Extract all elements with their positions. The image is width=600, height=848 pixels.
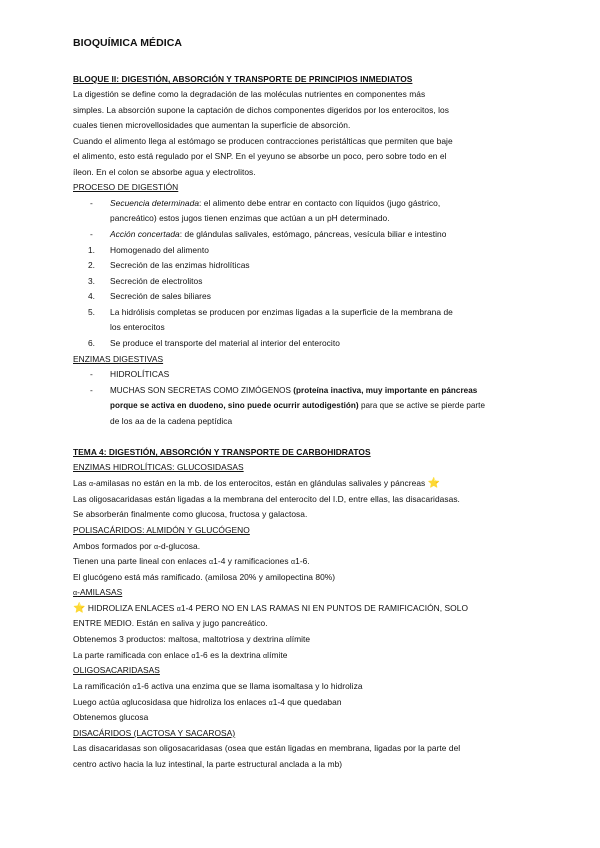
text-run: Tienen una parte lineal con enlaces <box>73 556 210 566</box>
list-item: Se produce el transporte del material al interior del enterocito <box>110 338 340 348</box>
bullet-item <box>110 198 440 209</box>
paragraph-line: Obtenemos glucosa <box>73 712 149 722</box>
text-run: Las <box>73 478 90 488</box>
section-heading: ENZIMAS HIDROLÍTICAS: GLUCOSIDASAS <box>73 462 244 472</box>
bullet-dash: - <box>90 385 93 395</box>
list-number: 6. <box>88 338 95 348</box>
bullet-item <box>110 229 446 240</box>
bullet-text: MUCHAS SON SECRETAS COMO ZIMÓGENOS <box>110 386 291 395</box>
text-run: Luego actúa <box>73 697 123 707</box>
paragraph-line <box>73 681 363 693</box>
alpha-glyph: α <box>209 559 214 566</box>
list-number: 3. <box>88 276 95 286</box>
list-item: Homogenado del alimento <box>110 245 209 255</box>
text-run: 1-6 es la dextrina <box>195 650 264 660</box>
paragraph-line: Las disacaridasas son oligosacaridasas (osea que están ligadas en membrana, ligadas por la parte del <box>73 743 461 753</box>
section-heading: DISACÁRIDOS (LACTOSA Y SACAROSA) <box>73 728 236 738</box>
alpha-glyph: α <box>132 684 137 691</box>
text-run: 1-4 que quedaban <box>272 697 342 707</box>
list-number: 2. <box>88 260 95 270</box>
paragraph-line <box>73 603 468 615</box>
paragraph-line: Cuando el alimento llega al estómago se producen contracciones peristálticas que permiten que baje <box>73 136 453 146</box>
list-item-continuation: los enterocitos <box>110 322 165 332</box>
alpha-glyph: α <box>176 606 181 613</box>
bullet-continuation: pancreático) estos jugos tienen enzimas que actúan a un pH determinado. <box>110 213 390 223</box>
bloque-heading: BLOQUE II: DIGESTIÓN, ABSORCIÓN Y TRANSPORTE DE PRINCIPIOS INMEDIATOS <box>73 74 413 84</box>
paragraph-line <box>73 650 287 662</box>
bullet-term: Acción concertada <box>110 229 180 239</box>
alpha-glyph: α <box>154 544 159 551</box>
text-run: La parte ramificada con enlace <box>73 650 192 660</box>
paragraph-line <box>73 697 342 709</box>
bullet-dash: - <box>90 198 93 208</box>
text-run: -amilasas no están en la mb. de los enterocitos, están en glándulas salivales y páncreas <box>93 478 426 488</box>
list-item: Secreción de electrolitos <box>110 276 203 286</box>
alpha-glyph: α <box>73 590 78 597</box>
text-run: Ambos formados por <box>73 541 155 551</box>
paragraph-line: El glucógeno está más ramificado. (amilosa 20% y amilopectina 80%) <box>73 572 336 582</box>
alpha-glyph: α <box>263 653 268 660</box>
text-run: límite <box>267 650 288 660</box>
bullet-dash: - <box>90 229 93 239</box>
paragraph-line: Se absorberán finalmente como glucosa, fructosa y galactosa. <box>73 509 308 519</box>
paragraph-line <box>73 478 440 490</box>
paragraph-line: ENTRE MEDIO. Están en saliva y jugo pancreático. <box>73 618 268 628</box>
list-item: Secreción de sales biliares <box>110 291 211 301</box>
tema-heading: TEMA 4: DIGESTIÓN, ABSORCIÓN Y TRANSPORTE DE CARBOHIDRATOS <box>73 447 371 457</box>
section-heading: OLIGOSACARIDASAS <box>73 665 160 675</box>
bullet-item: HIDROLÍTICAS <box>110 369 170 379</box>
bullet-text: : de glándulas salivales, estómago, páncreas, vesícula biliar e intestino <box>179 229 447 239</box>
paragraph-line <box>73 541 200 553</box>
paragraph-line: La digestión se define como la degradación de las moléculas nutrientes en componentes más <box>73 89 426 99</box>
text-run: 1-4 y ramificaciones <box>213 556 292 566</box>
text-run: Obtenemos 3 productos: maltosa, maltotriosa y dextrina <box>73 634 286 644</box>
list-item: Secreción de las enzimas hidrolíticas <box>110 260 250 270</box>
bullet-continuation <box>110 400 485 411</box>
heading-text: -AMILASAS <box>77 587 123 597</box>
text-run: La ramificación <box>73 681 133 691</box>
list-item: La hidrólisis completas se producen por enzimas ligadas a la superficie de la membrana de <box>110 307 453 317</box>
paragraph-line: íleon. En el colon se absorbe agua y electrolitos. <box>73 167 256 177</box>
text-run: 1-6 activa una enzima que se llama isomaltasa y lo hidroliza <box>136 681 363 691</box>
text-run: 1-4 PERO NO EN LAS RAMAS NI EN PUNTOS DE RAMIFICACIÓN, SOLO <box>180 603 469 613</box>
bullet-note: (proteína inactiva, muy importante en páncreas <box>290 386 478 395</box>
text-run: 1-6. <box>295 556 310 566</box>
alpha-glyph: α <box>285 637 290 644</box>
text-run: -d-glucosa. <box>158 541 201 551</box>
paragraph-line <box>73 556 310 568</box>
paragraph-line <box>73 634 310 646</box>
alpha-glyph: α <box>268 700 273 707</box>
paragraph-line: simples. La absorción supone la captación de dichos componentes digeridos por los enterocitos, los <box>73 105 449 115</box>
star-icon: ⭐ <box>427 478 441 489</box>
paragraph-line: cuales tienen microvellosidades que aumentan la superficie de absorción. <box>73 120 351 130</box>
text-run: límite <box>289 634 311 644</box>
section-heading <box>73 587 122 599</box>
bullet-item <box>110 385 477 396</box>
paragraph-line: el alimento, esto está regulado por el SNP. En el yeyuno se absorbe un poco, pero sobre todo en el <box>73 151 447 161</box>
bullet-text: : el alimento debe entrar en contacto con líquidos (jugo gástrico, <box>199 198 441 208</box>
text-run: HIDROLIZA ENLACES <box>85 603 177 613</box>
alpha-glyph: α <box>122 700 127 707</box>
section-heading: ENZIMAS DIGESTIVAS <box>73 354 164 364</box>
bullet-text: para que se active se pierde parte <box>358 401 486 410</box>
alpha-glyph: α <box>191 653 196 660</box>
section-heading: PROCESO DE DIGESTIÓN <box>73 182 179 192</box>
section-heading: POLISACÁRIDOS: ALMIDÓN Y GLUCÓGENO <box>73 525 250 535</box>
text-run: glucosidasa que hidroliza los enlaces <box>126 697 269 707</box>
list-number: 4. <box>88 291 95 301</box>
bullet-note: porque se activa en duodeno, sino puede ocurrir autodigestión) <box>110 401 359 410</box>
list-number: 5. <box>88 307 95 317</box>
alpha-glyph: α <box>291 559 296 566</box>
list-number: 1. <box>88 245 95 255</box>
paragraph-line: centro activo hacia la luz intestinal, la parte estructural anclada a la mb) <box>73 759 343 769</box>
bullet-term: Secuencia determinada <box>110 198 200 208</box>
paragraph-line: Las oligosacaridasas están ligadas a la membrana del enterocito del I.D, entre ellas, las disacaridasas. <box>73 494 460 504</box>
bullet-dash: - <box>90 369 93 379</box>
star-icon: ⭐ <box>73 603 86 614</box>
bullet-continuation: de los aa de la cadena peptídica <box>110 416 233 426</box>
document-title: BIOQUÍMICA MÉDICA <box>73 37 182 49</box>
alpha-glyph: α <box>89 481 94 488</box>
